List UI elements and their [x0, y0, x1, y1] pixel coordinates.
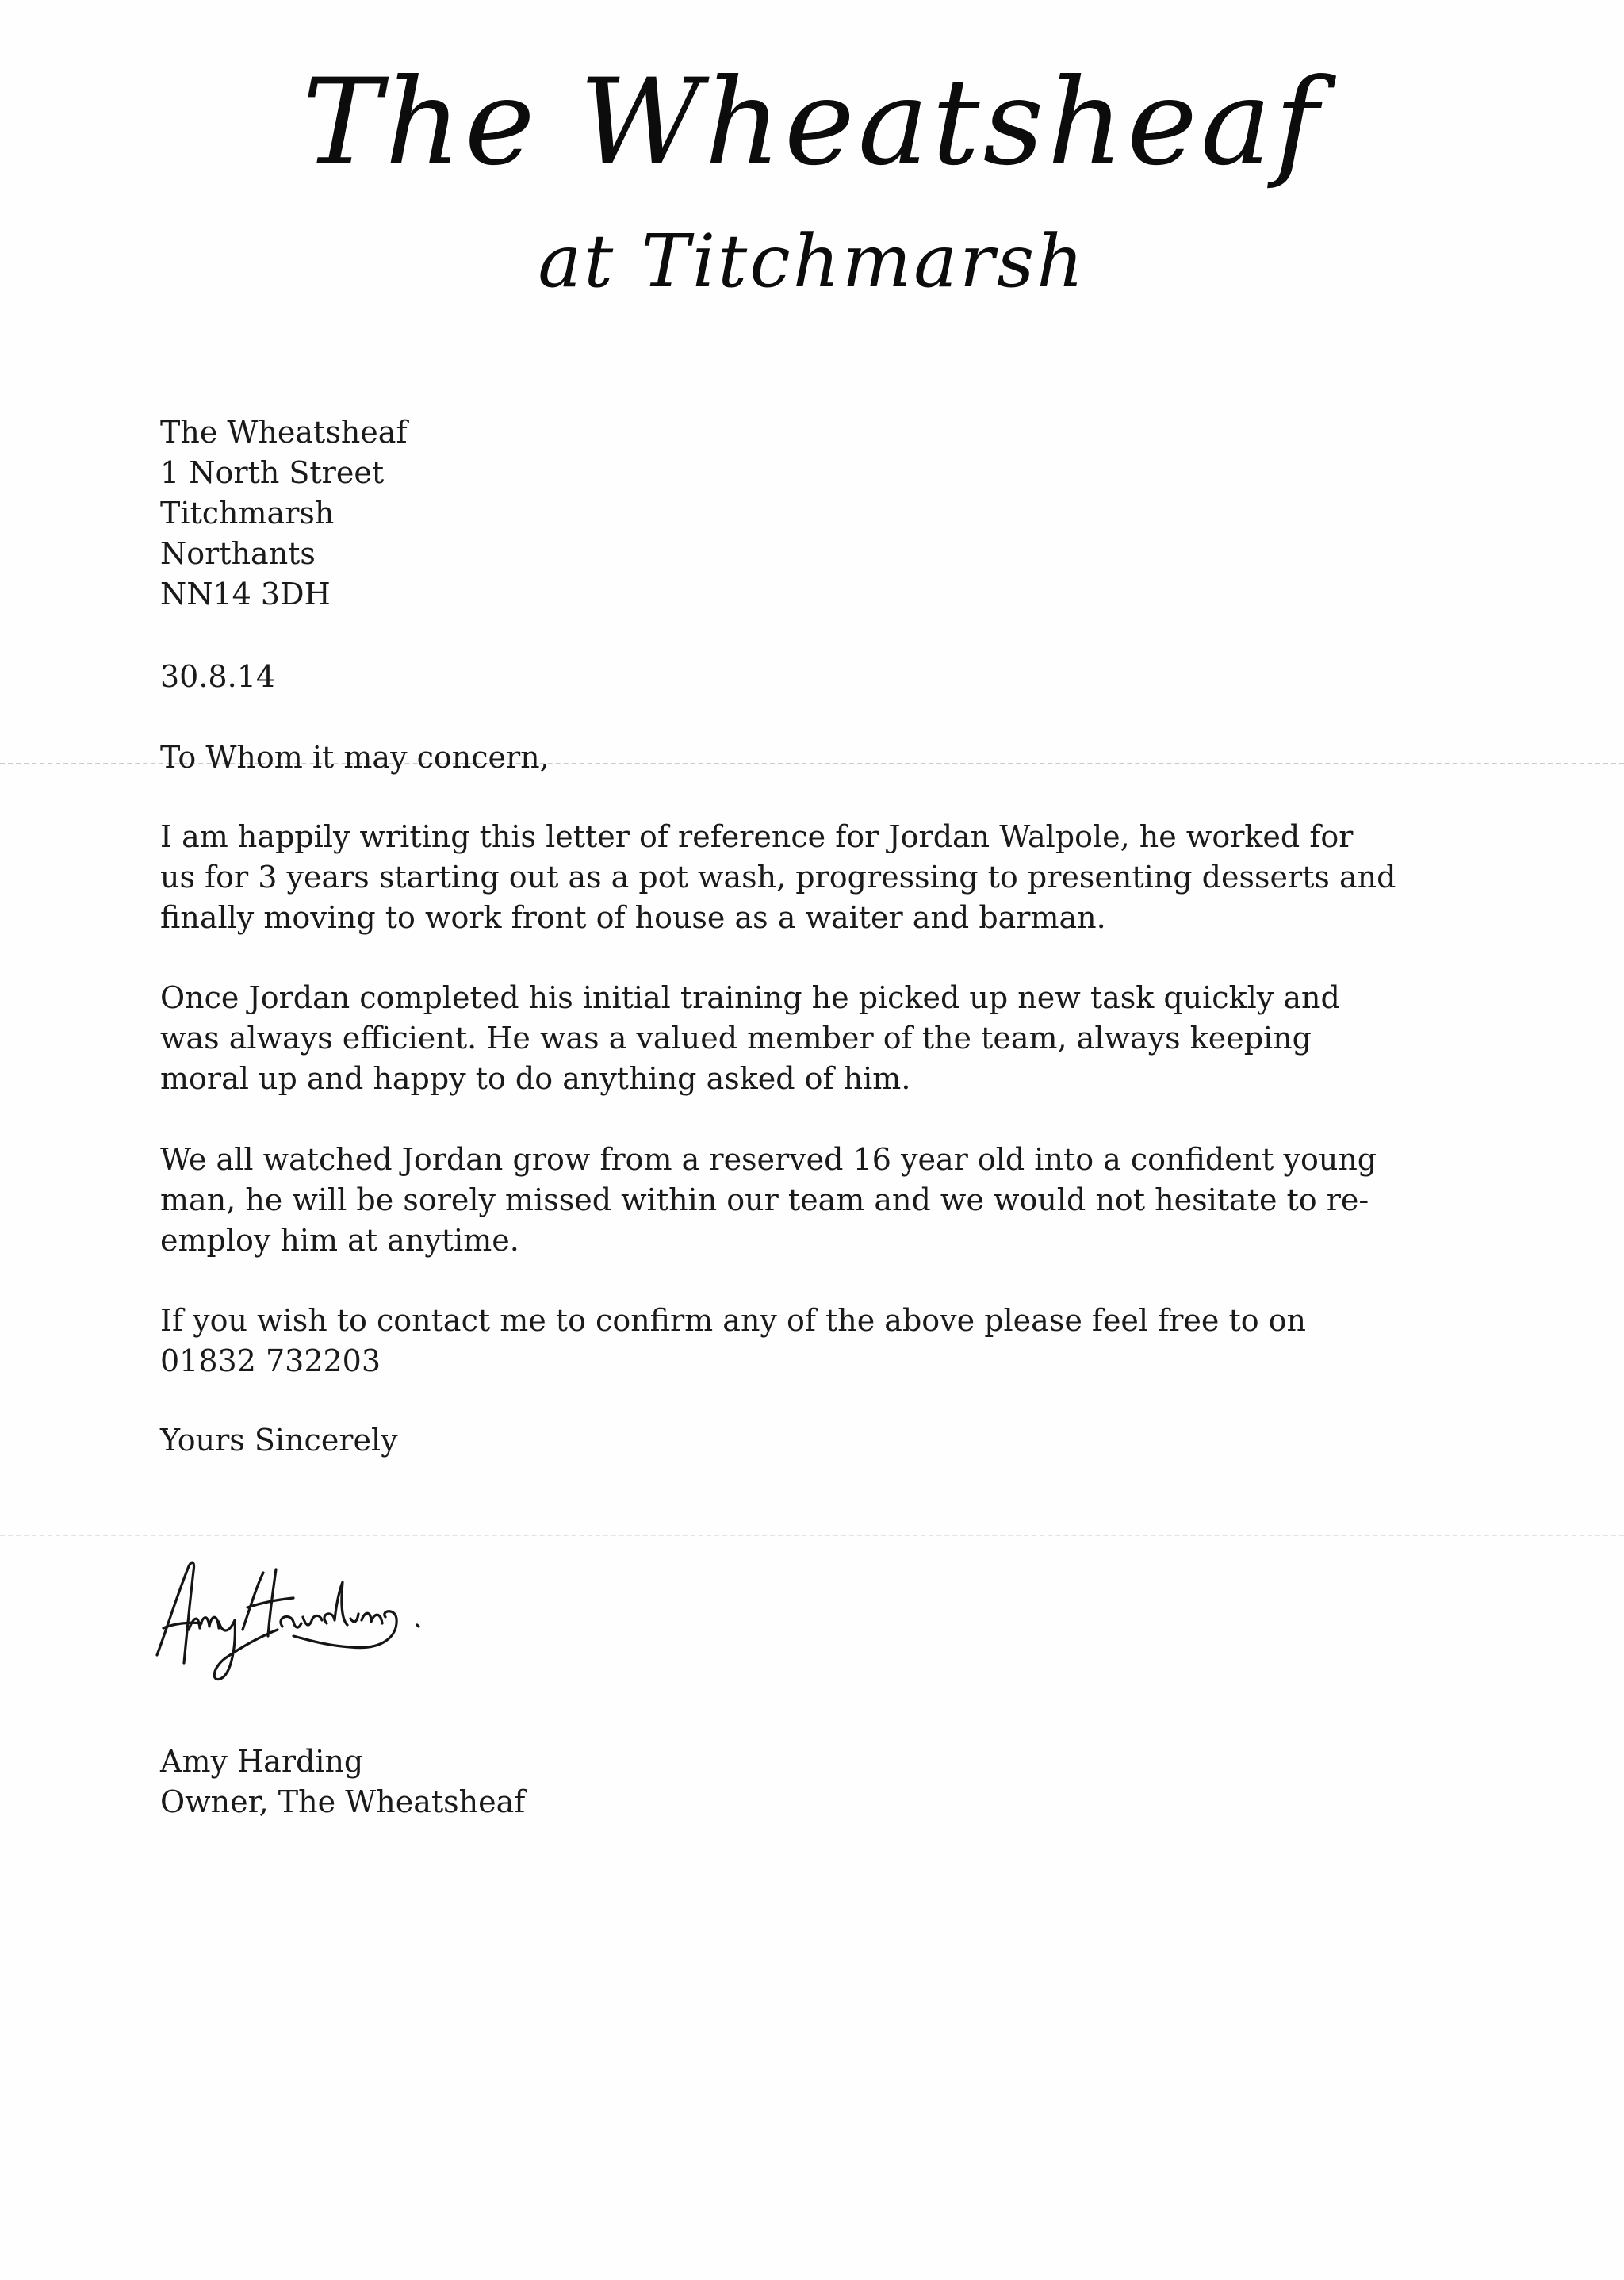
letter-date: 30.8.14	[160, 659, 276, 694]
address-line: The Wheatsheaf	[160, 415, 408, 450]
salutation: To Whom it may concern,	[160, 740, 550, 775]
paragraph-text: I am happily writing this letter of reference for Jordan Walpole, he worked for us for 3 years starting out as a pot wash, progressing to presenting desserts and finally moving to work front of house as a waiter and barman.	[160, 819, 1396, 935]
address-line: Titchmarsh	[160, 496, 335, 531]
address-line: NN14 3DH	[160, 577, 331, 611]
address-line: 1 North Street	[160, 455, 385, 490]
paragraph-text: We all watched Jordan grow from a reserved 16 year old into a confident young man, he will be sorely missed within our team and we would not hesitate to re-employ him at anytime.	[160, 1142, 1377, 1258]
signatory-name: Amy Harding	[160, 1744, 364, 1779]
body-paragraph	[160, 1301, 1373, 1381]
body-paragraph	[160, 978, 1397, 1099]
signatory-role: Owner, The Wheatsheaf	[160, 1784, 526, 1819]
paragraph-text: If you wish to contact me to confirm any of the above please feel free to on 01832 732203	[160, 1303, 1307, 1378]
sender-address	[160, 412, 1397, 615]
paragraph-text: Once Jordan completed his initial training he picked up new task quickly and was always efficient. He was a valued member of the team, always keeping moral up and happy to do anything asked of him.	[160, 980, 1340, 1096]
letterhead	[0, 56, 1624, 317]
handwritten-signature	[143, 1535, 539, 1693]
letterhead-subtitle: at Titchmarsh	[538, 219, 1086, 304]
letterhead-title: The Wheatsheaf	[302, 54, 1322, 192]
address-line: Northants	[160, 536, 316, 571]
body-paragraph	[160, 1140, 1397, 1261]
closing: Yours Sincerely	[160, 1423, 398, 1458]
body-paragraph	[160, 817, 1397, 938]
